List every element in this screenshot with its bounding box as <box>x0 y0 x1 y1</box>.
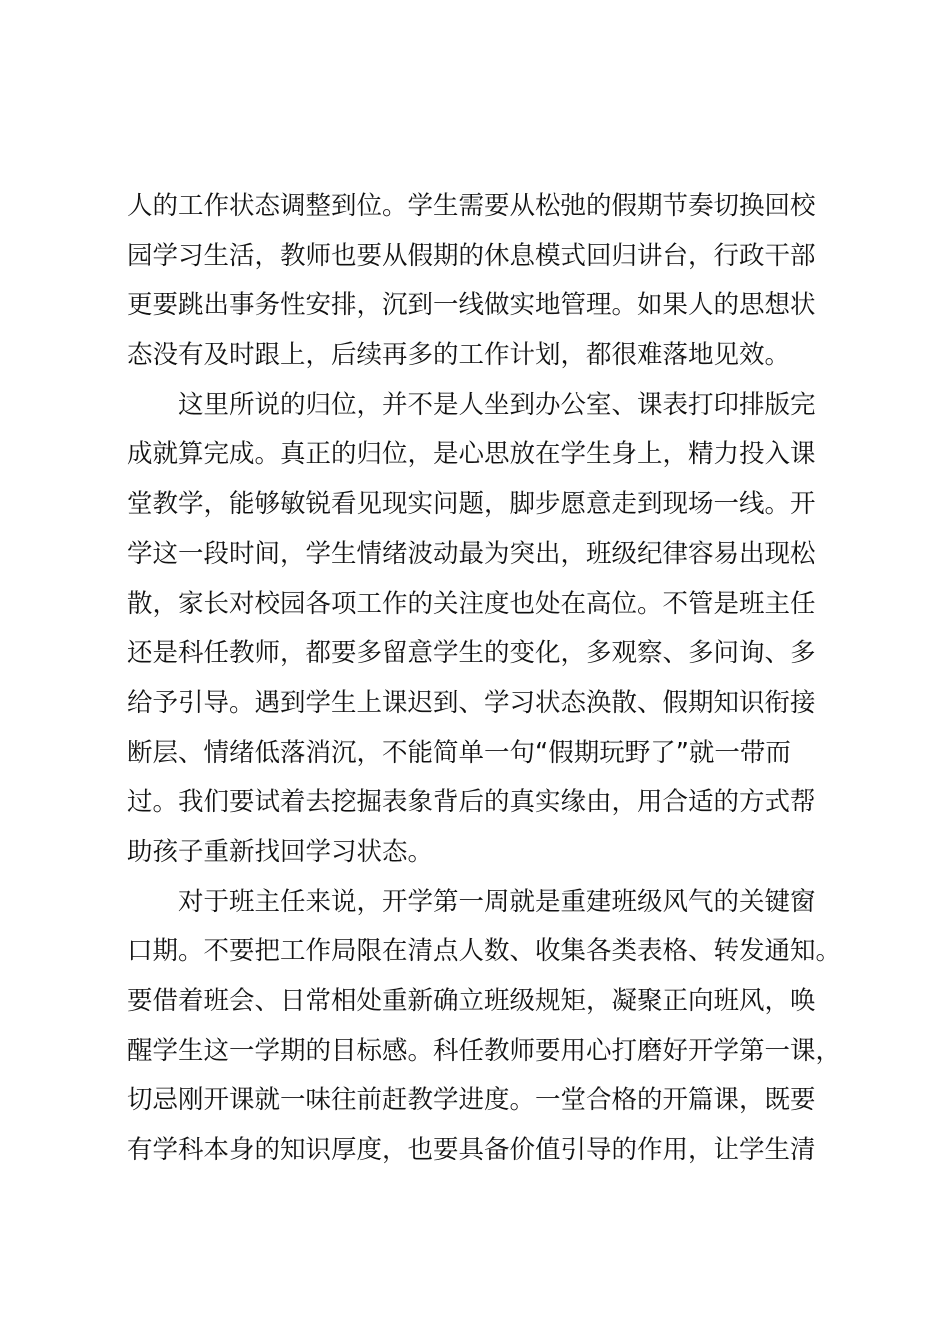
text-line: 态没有及时跟上，后续再多的工作计划，都很难落地见效。 <box>127 340 791 371</box>
text-line: 更要跳出事务性安排，沉到一线做实地管理。如果人的思想状 <box>127 290 816 321</box>
text-line: 过。我们要试着去挖掘表象背后的真实缘由，用合适的方式帮 <box>127 787 816 818</box>
text-line: 还是科任教师，都要多留意学生的变化，多观察、多问询、多 <box>127 638 816 669</box>
text-line: 要借着班会、日常相处重新确立班级规矩，凝聚正向班风，唤 <box>127 986 816 1016</box>
text-line: 学这一段时间，学生情绪波动最为突出，班级纪律容易出现松 <box>127 538 816 569</box>
paragraph-first-line: 对于班主任来说，开学第一周就是重建班级风气的关键窗 <box>178 886 816 917</box>
text-line: 人的工作状态调整到位。学生需要从松弛的假期节奏切换回校 <box>127 191 816 221</box>
body-text <box>127 182 847 1176</box>
text-line: 给予引导。遇到学生上课迟到、学习状态涣散、假期知识衔接 <box>127 687 816 718</box>
text-line: 园学习生活，教师也要从假期的休息模式回归讲台，行政干部 <box>127 240 816 271</box>
text-line: 散，家长对校园各项工作的关注度也处在高位。不管是班主任 <box>127 588 816 619</box>
text-line: 醒学生这一学期的目标感。科任教师要用心打磨好开学第一课， <box>127 1035 842 1066</box>
text-line: 切忌刚开课就一味往前赶教学进度。一堂合格的开篇课，既要 <box>127 1085 816 1116</box>
text-line: 口期。不要把工作局限在清点人数、收集各类表格、转发通知。 <box>127 936 842 967</box>
text-line: 断层、情绪低落消沉，不能简单一句“假期玩野了”就一带而 <box>127 737 791 768</box>
text-line: 有学科本身的知识厚度，也要具备价值引导的作用，让学生清 <box>127 1135 816 1166</box>
paragraph-first-line: 这里所说的归位，并不是人坐到办公室、课表打印排版完 <box>178 389 816 420</box>
text-line: 助孩子重新找回学习状态。 <box>127 836 434 867</box>
text-line: 堂教学，能够敏锐看见现实问题，脚步愿意走到现场一线。开 <box>127 489 816 520</box>
text-line: 成就算完成。真正的归位，是心思放在学生身上，精力投入课 <box>127 439 816 470</box>
